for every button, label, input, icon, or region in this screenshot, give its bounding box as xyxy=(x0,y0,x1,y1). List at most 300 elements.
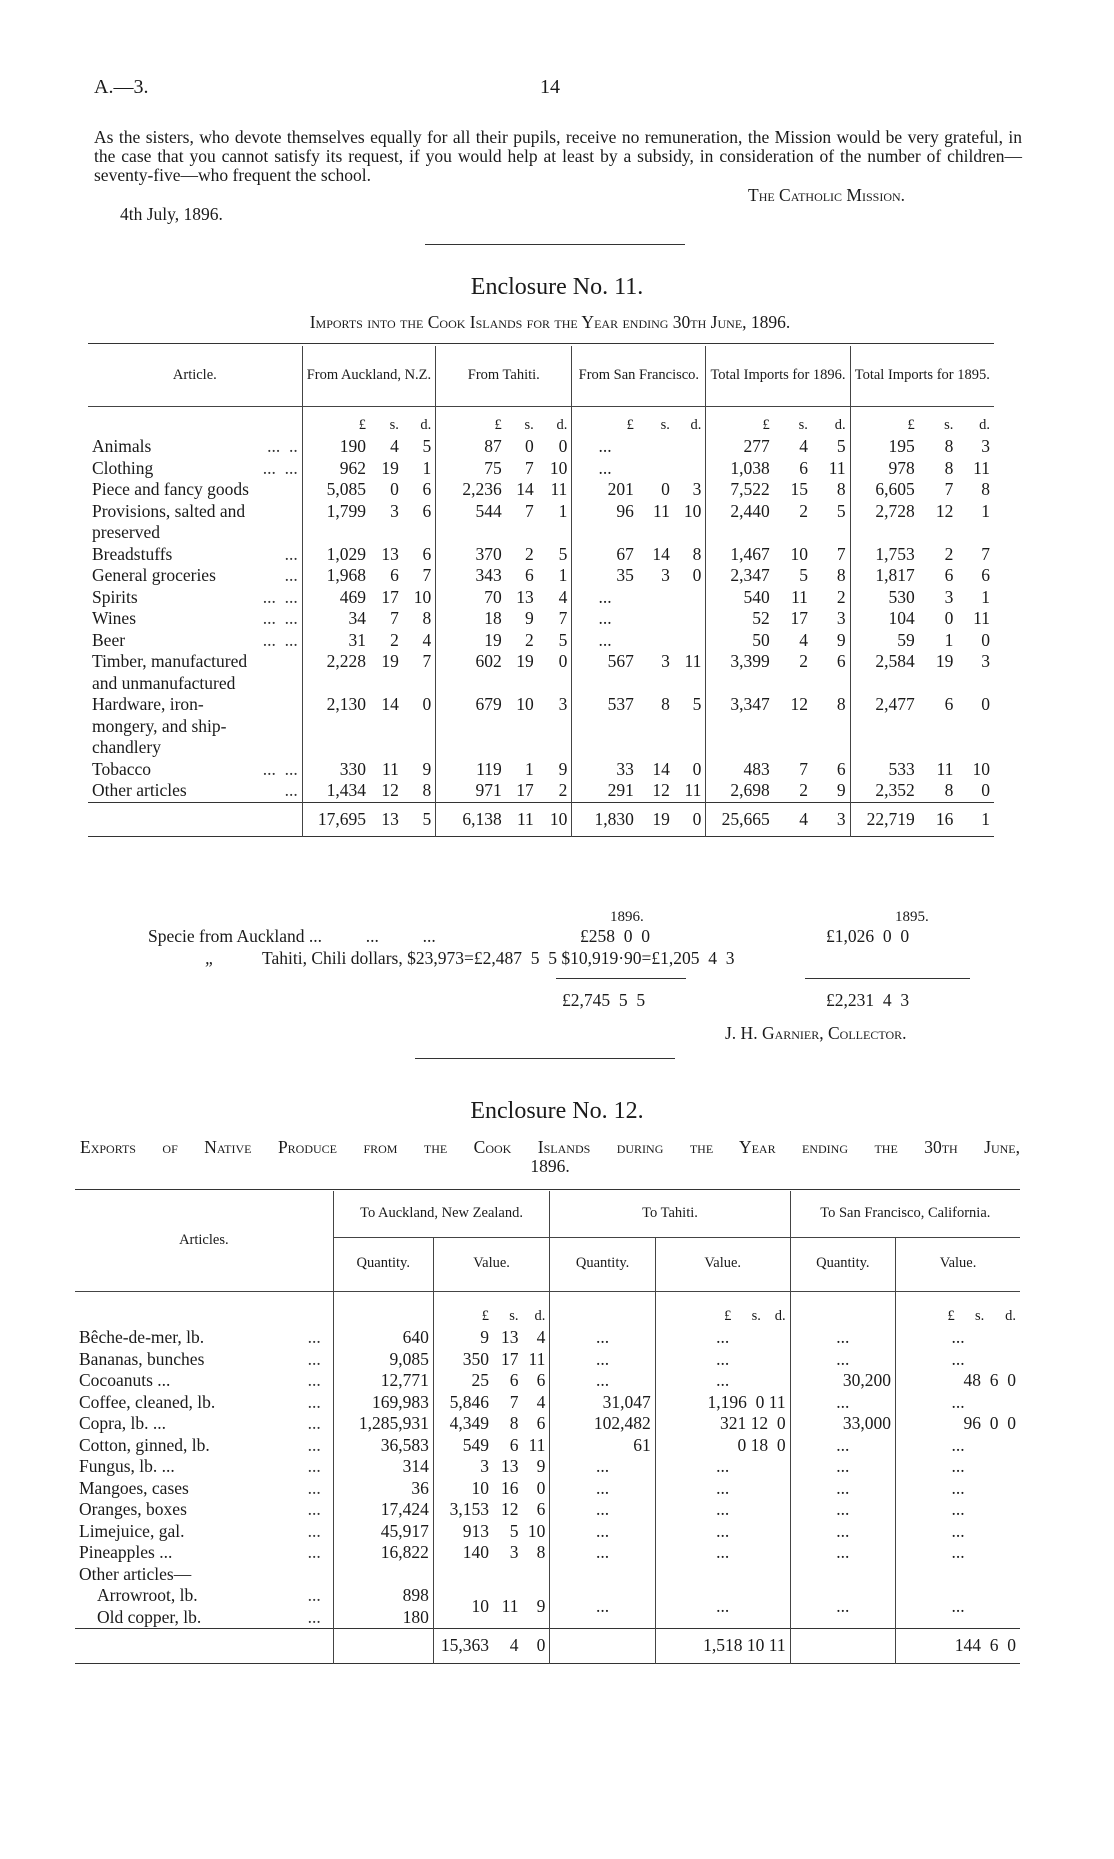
value-pounds: 10 xyxy=(433,1478,493,1500)
empty-cell xyxy=(493,1564,523,1586)
quantity-cell: 1,285,931 xyxy=(333,1413,433,1435)
amount-cell: 5 xyxy=(836,436,846,456)
amount-cell: 10 xyxy=(790,543,808,564)
amount-cell: 8 xyxy=(836,694,846,714)
quantity-cell: ... xyxy=(550,1521,655,1543)
empty-cell xyxy=(333,1564,433,1586)
value-cell: ... xyxy=(896,1521,1020,1543)
amount-cell: 11 xyxy=(973,457,990,478)
table-row xyxy=(88,565,994,587)
amount-cell: 2,728 xyxy=(850,501,919,544)
amount-cell: 2 xyxy=(799,651,808,671)
empty-cell xyxy=(433,1564,493,1586)
total-shillings: 4 xyxy=(493,1629,523,1664)
amount-cell: 2,347 xyxy=(706,565,774,587)
amount-cell: 119 xyxy=(436,759,506,781)
amount-cell: 31 xyxy=(302,630,370,652)
amount-cell: 540 xyxy=(706,587,774,609)
amount-cell: 11 xyxy=(653,500,670,521)
total-amount-cell: 16 xyxy=(919,802,958,837)
amount-cell xyxy=(638,436,674,458)
total-value: 144 6 0 xyxy=(896,1629,1020,1664)
imports-table-top-rule xyxy=(88,343,994,344)
col-from-san-francisco: From San Francisco. xyxy=(572,346,706,406)
total-amount-cell: 0 xyxy=(674,802,706,837)
table-row xyxy=(88,501,994,544)
document-reference: A.—3. xyxy=(94,76,149,98)
total-amount-cell: 3 xyxy=(812,802,850,837)
amount-cell: 3,347 xyxy=(706,694,774,759)
amount-cell: 11 xyxy=(973,608,990,628)
table-row xyxy=(75,1392,1020,1414)
amount-cell: 602 xyxy=(436,651,506,694)
amount-cell: 2,352 xyxy=(850,780,919,802)
quantity-cell: 45,917 xyxy=(333,1521,433,1543)
amount-cell: 8 xyxy=(944,780,954,800)
amount-cell: 70 xyxy=(436,587,506,609)
amount-cell: 18 xyxy=(436,608,506,630)
currency-unit-label: s. xyxy=(524,416,534,433)
amount-cell: 3 xyxy=(944,586,954,607)
enclosure-12-title: Enclosure No. 12. xyxy=(470,1098,644,1124)
unit-spacer xyxy=(550,1291,655,1327)
amount-cell: 0 xyxy=(692,565,702,585)
article-cell xyxy=(75,1327,333,1349)
amount-cell: 19 xyxy=(381,457,399,478)
article-cell xyxy=(75,1349,333,1371)
amount-cell: 1 xyxy=(981,500,990,521)
value-cell: ... xyxy=(896,1392,1020,1414)
quantity-cell: 640 xyxy=(333,1327,433,1349)
unit-spacer xyxy=(333,1291,433,1327)
amount-cell: 4 xyxy=(390,436,399,456)
imports-table xyxy=(88,346,994,837)
article-name: Oranges, boxes xyxy=(79,1499,187,1519)
leader-dots: ... xyxy=(307,1585,321,1605)
leader-dots: ... ... xyxy=(262,457,298,478)
table-row xyxy=(88,780,994,802)
totals-row xyxy=(75,1629,1020,1664)
quantity-cell: ... xyxy=(790,1521,895,1543)
quantity-cell: ... xyxy=(550,1456,655,1478)
amount-cell: ... xyxy=(572,458,638,480)
currency-unit-label: s. xyxy=(509,1307,519,1324)
article-name: Animals xyxy=(92,436,152,456)
amount-cell: 6 xyxy=(836,651,846,671)
article-cell xyxy=(88,780,302,802)
amount-cell: 5 xyxy=(836,500,846,521)
quantity-cell: 33,000 xyxy=(790,1413,895,1435)
leader-dots: ... xyxy=(307,1456,321,1476)
currency-unit-label: d. xyxy=(690,416,702,433)
amount-cell: 0 xyxy=(692,758,702,779)
article-name-continued: preserved xyxy=(92,522,161,542)
amount-cell: 195 xyxy=(850,436,919,458)
empty-cell xyxy=(896,1564,1020,1586)
amount-cell: 4 xyxy=(422,629,432,650)
amount-cell: 4 xyxy=(558,586,568,607)
article-cell xyxy=(88,651,302,694)
amount-cell: 17 xyxy=(516,780,534,800)
article-name: Hardware, iron- xyxy=(92,694,204,714)
article-cell xyxy=(75,1607,333,1629)
value-cell: ... xyxy=(896,1349,1020,1371)
amount-cell: 3 xyxy=(558,694,568,714)
amount-cell: 1,038 xyxy=(706,458,774,480)
amount-cell: 291 xyxy=(572,780,638,802)
article-name: Provisions, salted and xyxy=(92,500,246,521)
value-shillings: 3 xyxy=(509,1542,519,1562)
quantity-cell: ... xyxy=(790,1349,895,1371)
amount-cell: 3 xyxy=(661,565,670,585)
value-cell: ... xyxy=(655,1327,790,1349)
quantity-cell: ... xyxy=(550,1499,655,1521)
article-name: Other articles xyxy=(92,780,187,800)
table-row xyxy=(75,1456,1020,1478)
currency-unit-label: s. xyxy=(751,1307,761,1324)
value-cell: ... xyxy=(896,1499,1020,1521)
total-amount-cell: 5 xyxy=(403,802,436,837)
quantity-cell: 898 xyxy=(333,1585,433,1607)
table-row xyxy=(88,587,994,609)
col-tahiti-value: Value. xyxy=(655,1237,790,1291)
amount-cell: 13 xyxy=(516,586,534,607)
table-row xyxy=(75,1521,1020,1543)
amount-cell: 2 xyxy=(799,500,808,521)
value-pence: 9 xyxy=(536,1456,546,1476)
quantity-cell: ... xyxy=(790,1435,895,1457)
amount-cell: 6 xyxy=(422,500,432,521)
amount-cell: 370 xyxy=(436,544,506,566)
amount-cell: 8 xyxy=(944,436,954,456)
amount-cell: 6,605 xyxy=(850,479,919,501)
table-row xyxy=(75,1499,1020,1521)
amount-cell: 7 xyxy=(799,758,808,779)
letter-signature: The Catholic Mission. xyxy=(748,185,906,205)
article-cell xyxy=(75,1542,333,1564)
article-name: Spirits xyxy=(92,586,138,607)
currency-unit-label: d. xyxy=(534,1307,546,1324)
amount-cell: 5 xyxy=(422,436,432,456)
amount-cell: 11 xyxy=(684,780,702,800)
empty-cell xyxy=(790,1564,895,1586)
currency-unit-label: £ xyxy=(850,406,919,436)
table-row xyxy=(88,608,994,630)
table-row xyxy=(88,694,994,759)
value-pounds: 350 xyxy=(433,1349,493,1371)
article-name: Piece and fancy goods xyxy=(92,479,249,499)
enclosure-12-subtitle: Exports of Native Produce from the Cook Islands during the Year ending the 30th June, xyxy=(80,1137,1020,1157)
amount-cell: 679 xyxy=(436,694,506,759)
amount-cell: 11 xyxy=(791,586,808,607)
letter-date: 4th July, 1896. xyxy=(120,204,223,224)
amount-cell: 6 xyxy=(422,543,432,564)
article-name: Tobacco xyxy=(92,758,152,779)
total-amount-cell: 1,830 xyxy=(572,802,638,837)
amount-cell: 15 xyxy=(790,479,808,499)
amount-cell: 10 xyxy=(683,500,702,521)
specie-rule-1895 xyxy=(805,978,970,979)
totals-spacer xyxy=(790,1629,895,1664)
amount-cell: 190 xyxy=(302,436,370,458)
article-cell xyxy=(88,436,302,458)
page-number: 14 xyxy=(540,76,560,98)
amount-cell: 12 xyxy=(381,780,399,800)
amount-cell: 10 xyxy=(549,457,568,478)
totals-spacer xyxy=(333,1629,433,1664)
amount-cell: 11 xyxy=(828,457,846,478)
total-pence: 0 xyxy=(523,1629,550,1664)
value-shillings: 13 xyxy=(501,1456,519,1476)
value-cell: 0 18 0 xyxy=(655,1435,790,1457)
specie-year-1895: 1895. xyxy=(895,909,929,925)
value-shillings: 6 xyxy=(509,1434,519,1455)
amount-cell: 7 xyxy=(525,500,534,521)
amount-cell: 1,799 xyxy=(302,501,370,544)
col-sf-quantity: Quantity. xyxy=(790,1237,895,1291)
article-cell xyxy=(75,1392,333,1414)
quantity-cell: 30,200 xyxy=(790,1370,895,1392)
article-name: Coffee, cleaned, lb. xyxy=(79,1391,216,1412)
value-cell: 48 6 0 xyxy=(896,1370,1020,1392)
value-shillings: 16 xyxy=(501,1477,519,1498)
article-cell xyxy=(75,1478,333,1500)
exports-table xyxy=(75,1191,1020,1664)
value-cell: ... xyxy=(655,1349,790,1371)
article-name: Copra, lb. ... xyxy=(79,1413,167,1433)
enclosure-12-subtitle-year: 1896. xyxy=(530,1156,570,1176)
amount-cell: 567 xyxy=(572,651,638,694)
amount-cell: 12 xyxy=(652,780,670,800)
amount-cell: 537 xyxy=(572,694,638,759)
quantity-cell: ... xyxy=(550,1370,655,1392)
amount-cell: ... xyxy=(572,630,638,652)
specie-total-1896: £2,745 5 5 xyxy=(562,990,646,1010)
quantity-cell: 9,085 xyxy=(333,1349,433,1371)
amount-cell xyxy=(674,436,706,458)
quantity-cell: 12,771 xyxy=(333,1370,433,1392)
currency-unit-label: s. xyxy=(798,416,808,433)
quantity-cell: ... xyxy=(790,1478,895,1500)
amount-cell: 1,817 xyxy=(850,565,919,587)
empty-cell xyxy=(523,1564,550,1586)
amount-cell: 7 xyxy=(944,479,954,499)
quantity-cell: ... xyxy=(550,1542,655,1564)
total-amount-cell: 25,665 xyxy=(706,802,774,837)
col-articles: Articles. xyxy=(179,1232,229,1248)
amount-cell: 2 xyxy=(525,543,534,564)
amount-cell: 59 xyxy=(850,630,919,652)
value-pounds: 140 xyxy=(433,1542,493,1564)
total-amount-cell: 13 xyxy=(370,802,403,837)
empty-cell xyxy=(550,1564,655,1586)
article-name: Wines xyxy=(92,608,137,628)
leader-dots: ... xyxy=(284,565,298,585)
article-name: Bêche-de-mer, lb. xyxy=(79,1327,205,1347)
amount-cell: 1 xyxy=(558,500,568,521)
table-row xyxy=(75,1413,1020,1435)
value-shillings: 12 xyxy=(501,1499,519,1519)
total-amount-cell: 4 xyxy=(774,802,812,837)
article-name: Limejuice, gal. xyxy=(79,1520,185,1541)
article-cell xyxy=(88,501,302,544)
value-pounds: 3 xyxy=(433,1456,493,1478)
amount-cell: 2 xyxy=(558,780,568,800)
quantity-cell: 16,822 xyxy=(333,1542,433,1564)
amount-cell: 50 xyxy=(706,630,774,652)
amount-cell: 1,467 xyxy=(706,544,774,566)
totals-row xyxy=(88,802,994,837)
specie-auckland-1895: £1,026 0 0 xyxy=(826,926,910,946)
specie-tahiti-line: Tahiti, Chili dollars, $23,973=£2,487 5 5 $10,919·90=£1,205 4 3 xyxy=(262,948,735,968)
article-cell xyxy=(88,544,302,566)
value-cell: 321 12 0 xyxy=(655,1413,790,1435)
amount-cell: 6 xyxy=(799,457,808,478)
leader-dots: ... ... xyxy=(262,586,298,607)
value-shillings: 6 xyxy=(509,1370,519,1390)
value-pence: 6 xyxy=(536,1413,546,1433)
currency-unit-label: £ xyxy=(896,1291,959,1327)
amount-cell: 0 xyxy=(981,780,990,800)
amount-cell: 0 xyxy=(661,479,670,499)
amount-cell: 7 xyxy=(390,608,399,628)
currency-unit-row xyxy=(88,406,994,436)
leader-dots: ... ... xyxy=(262,629,298,650)
amount-cell: 67 xyxy=(572,544,638,566)
col-from-auckland: From Auckland, N.Z. xyxy=(302,346,436,406)
currency-unit-label: s. xyxy=(389,416,399,433)
col-to-tahiti: To Tahiti. xyxy=(550,1191,790,1237)
quantity-cell: 36,583 xyxy=(333,1435,433,1457)
currency-unit-label: s. xyxy=(660,416,670,433)
value-shillings: 11 xyxy=(501,1595,519,1616)
amount-cell: 19 xyxy=(381,651,399,671)
value-pounds: 4,349 xyxy=(433,1413,493,1435)
article-name: Clothing xyxy=(92,457,154,478)
amount-cell: 7 xyxy=(558,608,568,628)
amount-cell: 8 xyxy=(692,543,702,564)
total-amount-cell: 6,138 xyxy=(436,802,506,837)
amount-cell: ... xyxy=(572,436,638,458)
quantity-cell: ... xyxy=(790,1456,895,1478)
currency-unit-label: d. xyxy=(1005,1307,1016,1324)
value-cell: ... xyxy=(896,1542,1020,1564)
amount-cell: 469 xyxy=(302,587,370,609)
value-pence: 10 xyxy=(527,1520,546,1541)
amount-cell: 8 xyxy=(944,457,954,478)
amount-cell: 0 xyxy=(525,436,534,456)
currency-unit-label: d. xyxy=(834,416,846,433)
quantity-cell: 314 xyxy=(333,1456,433,1478)
leader-dots: ... ... xyxy=(262,758,298,779)
amount-cell: 5 xyxy=(558,543,568,564)
letter-paragraph: As the sisters, who devote themselves equally for all their pupils, receive no remuneration, the Mission would be very grateful, in the case that you cannot satisfy its request, if you would help at least by a subsidy, in consideration of the number of children—seventy-five—who frequent the school. xyxy=(94,127,1022,185)
value-shillings: 13 xyxy=(501,1327,519,1347)
article-name: Arrowroot, lb. xyxy=(97,1585,198,1605)
leader-dots: ... xyxy=(284,780,298,800)
article-cell xyxy=(88,565,302,587)
amount-cell: 17 xyxy=(381,586,399,607)
amount-cell: 7 xyxy=(525,457,534,478)
value-shillings: 7 xyxy=(509,1391,519,1412)
value-cell: ... xyxy=(655,1456,790,1478)
article-name: Mangoes, cases xyxy=(79,1477,189,1498)
amount-cell: 4 xyxy=(799,436,808,456)
amount-cell: 1 xyxy=(558,565,568,585)
total-amount-cell: 1 xyxy=(957,802,994,837)
amount-cell: 0 xyxy=(390,479,399,499)
value-pence: 6 xyxy=(536,1499,546,1519)
quantity-cell: 180 xyxy=(333,1607,433,1629)
section-divider xyxy=(425,244,685,245)
amount-cell: 12 xyxy=(790,694,808,714)
article-cell xyxy=(75,1499,333,1521)
amount-cell: 4 xyxy=(799,629,808,650)
amount-cell: 6 xyxy=(422,479,432,499)
amount-cell: 1 xyxy=(525,758,534,779)
totals-spacer xyxy=(75,1629,333,1664)
amount-cell: 8 xyxy=(836,565,846,585)
value-shillings: 17 xyxy=(501,1348,519,1369)
table-row xyxy=(75,1564,1020,1586)
empty-cell xyxy=(655,1564,790,1586)
amount-cell: 104 xyxy=(850,608,919,630)
amount-cell: 5,085 xyxy=(302,479,370,501)
amount-cell: 10 xyxy=(516,694,534,714)
value-cell: ... xyxy=(655,1499,790,1521)
amount-cell: 0 xyxy=(981,694,990,714)
table-row xyxy=(75,1327,1020,1349)
currency-unit-label: £ xyxy=(655,1291,735,1327)
amount-cell: 9 xyxy=(558,758,568,779)
amount-cell: 1,753 xyxy=(850,544,919,566)
currency-unit-label: d. xyxy=(556,416,568,433)
amount-cell: 6 xyxy=(981,565,990,585)
leader-dots: ... xyxy=(307,1520,321,1541)
leader-dots: ... xyxy=(307,1499,321,1519)
amount-cell: 2 xyxy=(836,586,846,607)
amount-cell: 1 xyxy=(981,586,990,607)
article-cell xyxy=(88,458,302,480)
amount-cell: 5 xyxy=(558,629,568,650)
amount-cell: 14 xyxy=(652,758,670,779)
amount-cell: 13 xyxy=(381,543,399,564)
quantity-cell: ... xyxy=(790,1542,895,1564)
value-pence: 4 xyxy=(536,1327,546,1347)
value-pence: 0 xyxy=(536,1477,546,1498)
article-cell xyxy=(75,1435,333,1457)
leader-dots: ... ... xyxy=(262,608,298,628)
value-cell: ... xyxy=(896,1456,1020,1478)
imports-header-row xyxy=(88,346,994,406)
table-row xyxy=(88,458,994,480)
leader-dots: ... xyxy=(307,1606,321,1627)
amount-cell: 34 xyxy=(302,608,370,630)
amount-cell: 9 xyxy=(525,608,534,628)
quantity-cell: 31,047 xyxy=(550,1392,655,1414)
col-sf-value: Value. xyxy=(896,1237,1020,1291)
amount-cell: 5 xyxy=(692,694,702,714)
value-cell: ... xyxy=(655,1478,790,1500)
amount-cell: 1 xyxy=(944,629,954,650)
amount-cell: 3 xyxy=(836,608,846,628)
amount-cell: 483 xyxy=(706,759,774,781)
article-name: Bananas, bunches xyxy=(79,1348,205,1369)
article-cell xyxy=(88,759,302,781)
col-to-auckland: To Auckland, New Zealand. xyxy=(333,1191,550,1237)
unit-spacer xyxy=(790,1291,895,1327)
amount-cell: 0 xyxy=(558,436,568,456)
